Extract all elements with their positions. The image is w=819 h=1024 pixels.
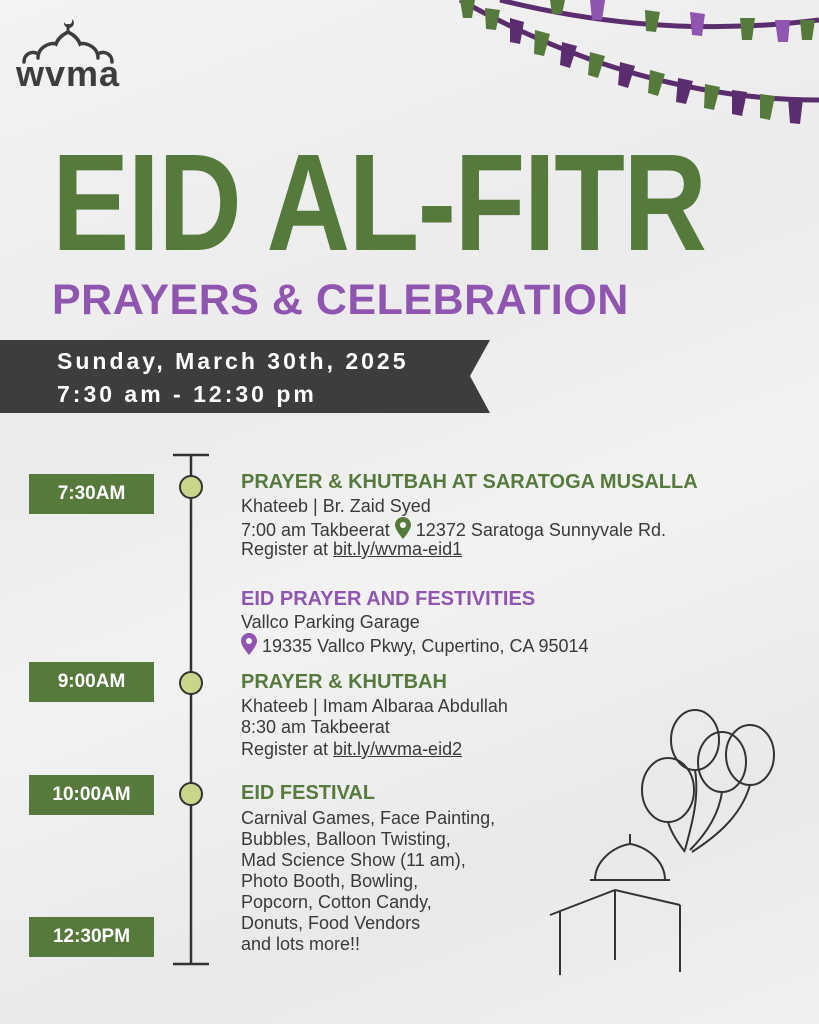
vallco-event-title: EID PRAYER AND FESTIVITIES	[241, 588, 536, 610]
timeline-line	[170, 452, 212, 968]
prayer2-register-link[interactable]: bit.ly/wvma-eid2	[333, 739, 463, 759]
logo-text: wvma	[16, 53, 121, 94]
vallco-venue: Vallco Parking Garage	[241, 612, 420, 632]
mosque-balloons-illustration	[540, 700, 800, 980]
event-subtitle: PRAYERS & CELEBRATION	[52, 276, 629, 324]
festival-line: Photo Booth, Bowling,	[241, 871, 419, 891]
prayer2-register-prefix: Register at	[241, 739, 334, 759]
saratoga-register-row	[241, 539, 462, 560]
event-date: Sunday, March 30th, 2025	[57, 348, 409, 374]
saratoga-takbeerat-row	[241, 517, 666, 541]
vallco-address-row	[241, 633, 589, 657]
festival-line: Bubbles, Balloon Twisting,	[241, 829, 451, 849]
festival-line: Carnival Games, Face Painting,	[241, 808, 496, 828]
location-pin-icon	[241, 633, 257, 655]
saratoga-takbeerat: 7:00 am Takbeerat	[241, 520, 390, 540]
event-title: EID AL-FITR	[52, 126, 706, 280]
festival-line: Mad Science Show (11 am),	[241, 850, 466, 870]
timeline-node	[180, 783, 202, 805]
saratoga-register-link[interactable]: bit.ly/wvma-eid1	[333, 539, 463, 559]
timeline-node	[180, 476, 202, 498]
vallco-address: 19335 Vallco Pkwy, Cupertino, CA 95014	[262, 636, 589, 656]
festival-line: Popcorn, Cotton Candy,	[241, 892, 432, 912]
saratoga-address: 12372 Saratoga Sunnyvale Rd.	[415, 520, 666, 540]
festival-event-title: EID FESTIVAL	[241, 782, 376, 804]
prayer2-takbeerat: 8:30 am Takbeerat	[241, 717, 390, 737]
festival-line: and lots more!!	[241, 934, 361, 954]
location-pin-icon	[395, 517, 411, 539]
time-tag-900: 9:00AM	[29, 662, 154, 702]
saratoga-register-prefix: Register at	[241, 539, 334, 559]
prayer2-register-row	[241, 739, 462, 760]
time-tag-730: 7:30AM	[29, 474, 154, 514]
saratoga-khateeb: Khateeb | Br. Zaid Syed	[241, 496, 431, 516]
time-tag-1230: 12:30PM	[29, 917, 154, 957]
festival-line: Donuts, Food Vendors	[241, 913, 421, 933]
time-tag-1000: 10:00AM	[29, 775, 154, 815]
timeline-node	[180, 672, 202, 694]
prayer2-khateeb: Khateeb | Imam Albaraa Abdullah	[241, 696, 508, 716]
prayer2-event-title: PRAYER & KHUTBAH	[241, 671, 447, 693]
event-hours: 7:30 am - 12:30 pm	[57, 381, 317, 407]
saratoga-event-title: PRAYER & KHUTBAH AT SARATOGA MUSALLA	[241, 471, 698, 493]
